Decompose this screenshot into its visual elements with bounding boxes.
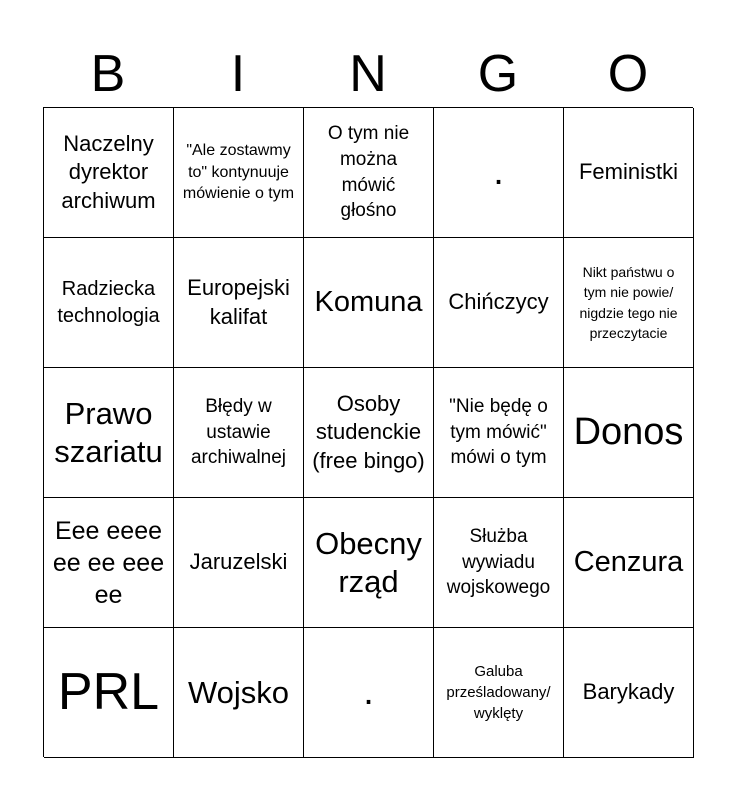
cell-text: Donos [573, 410, 684, 453]
header-letter-n: N [349, 45, 387, 103]
bingo-cell-r3c1[interactable] [44, 368, 174, 498]
cell-text: Wojsko [187, 674, 290, 710]
bingo-grid [43, 107, 693, 757]
cell-text: Jaruzelski [189, 549, 288, 575]
bingo-cell-r3c4[interactable] [434, 368, 564, 498]
header-letter-g: G [477, 45, 519, 103]
cell-text: Eee eeee ee ee eee ee [52, 516, 165, 609]
cell-text: Cenzura [573, 545, 684, 578]
cell-text: "Ale zostawmy to" kontynuuje mówienie o tym [182, 142, 295, 203]
cell-text: Feministki [578, 159, 678, 185]
bingo-cell-r4c1[interactable] [44, 498, 174, 628]
bingo-cell-r2c1[interactable] [44, 238, 174, 368]
bingo-cell-r2c4[interactable] [434, 238, 564, 368]
cell-text: Nikt państwu o tym nie powie/ nigdzie tego nie przeczytacie [579, 263, 678, 341]
cell-text: . [363, 670, 374, 713]
bingo-cell-r1c1[interactable] [44, 108, 174, 238]
cell-text: Barykady [582, 679, 675, 705]
bingo-cell-r4c5[interactable] [564, 498, 694, 628]
bingo-cell-r2c2[interactable] [174, 238, 304, 368]
header-letter-b: B [90, 45, 126, 103]
bingo-cell-r4c3[interactable] [304, 498, 434, 628]
bingo-cell-r1c2[interactable] [174, 108, 304, 238]
cell-text: PRL [57, 662, 160, 721]
bingo-cell-r1c3[interactable] [304, 108, 434, 238]
bingo-cell-r5c3[interactable] [304, 628, 434, 758]
bingo-cell-r1c4[interactable] [434, 108, 564, 238]
bingo-cell-r5c5[interactable] [564, 628, 694, 758]
bingo-cell-r2c3[interactable] [304, 238, 434, 368]
cell-text: Chińczycy [448, 289, 549, 315]
cell-text: Naczelny dyrektor archiwum [61, 130, 156, 213]
cell-text: Komuna [314, 285, 423, 318]
bingo-cell-r3c2[interactable] [174, 368, 304, 498]
bingo-cell-r3c5[interactable] [564, 368, 694, 498]
cell-text: Galuba prześladowany/ wyklęty [446, 662, 551, 723]
cell-text: . [493, 150, 504, 193]
header-letter-i: I [230, 45, 246, 103]
bingo-cell-r4c2[interactable] [174, 498, 304, 628]
cell-text: Obecny rząd [315, 526, 422, 599]
cell-text: "Nie będę o tym mówić" mówi o tym [449, 396, 548, 469]
bingo-cell-r5c4[interactable] [434, 628, 564, 758]
bingo-cell-r1c5[interactable] [564, 108, 694, 238]
header-letter-o: O [607, 45, 649, 103]
cell-text: Radziecka technologia [57, 277, 160, 327]
bingo-cell-r4c4[interactable] [434, 498, 564, 628]
cell-text: O tym nie można mówić głośno [327, 123, 410, 222]
bingo-header [43, 40, 693, 108]
bingo-cell-r3c3[interactable] [304, 368, 434, 498]
bingo-cell-r5c2[interactable] [174, 628, 304, 758]
cell-text: Osoby studenckie (free bingo) [312, 390, 425, 473]
bingo-cell-r5c1[interactable] [44, 628, 174, 758]
bingo-cell-r2c5[interactable] [564, 238, 694, 368]
cell-text: Prawo szariatu [54, 396, 163, 469]
cell-text: Europejski kalifat [187, 274, 290, 329]
cell-text: Błędy w ustawie archiwalnej [190, 396, 287, 469]
cell-text: Służba wywiadu wojskowego [446, 526, 551, 599]
